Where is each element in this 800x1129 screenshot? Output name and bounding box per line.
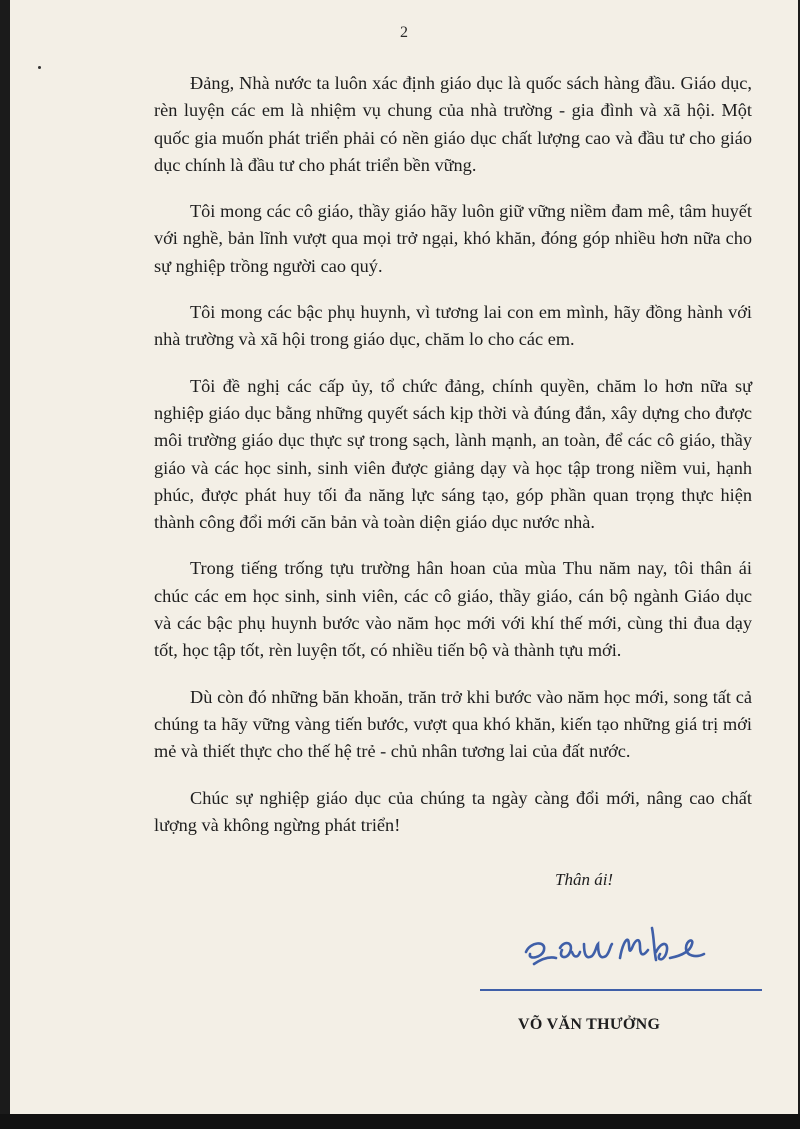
scan-border: [0, 1114, 800, 1129]
page-number: 2: [400, 24, 408, 41]
closing-salutation: Thân ái!: [555, 870, 614, 889]
paragraph: Tôi mong các cô giáo, thầy giáo hãy luôn giữ vững niềm đam mê, tâm huyết với nghề, bản lĩnh vượt qua mọi trở ngại, khó khăn, đóng góp nhiều hơn nữa cho sự nghiệp trồng người cao quý.: [154, 201, 752, 276]
paragraph: Đảng, Nhà nước ta luôn xác định giáo dục là quốc sách hàng đầu. Giáo dục, rèn luyện các em là nhiệm vụ chung của nhà trường - gia đình và xã hội. Một quốc gia muốn phát triển phải có nền giáo dục chất lượng cao và đầu tư cho giáo dục chính là đầu tư cho phát triển bền vững.: [154, 73, 752, 175]
paragraph: Trong tiếng trống tựu trường hân hoan của mùa Thu năm nay, tôi thân ái chúc các em học sinh, sinh viên, các cô giáo, thầy giáo, cán bộ ngành Giáo dục và các bậc phụ huynh bước vào năm học mới với khí thế mới, cùng thi đua dạy tốt, học tập tốt, rèn luyện tốt, có nhiều tiến bộ và thành tựu mới.: [154, 558, 752, 661]
handwritten-signature: [520, 918, 740, 978]
paragraph: Tôi mong các bậc phụ huynh, vì tương lai con em mình, hãy đồng hành với nhà trường và xã hội trong giáo dục, chăm lo cho các em.: [154, 302, 752, 350]
signer-name: VÕ VĂN THƯỞNG: [518, 1016, 661, 1033]
letter-body: [154, 70, 752, 858]
paragraph: Dù còn đó những băn khoăn, trăn trở khi bước vào năm học mới, song tất cả chúng ta hãy vững vàng tiến bước, vượt qua khó khăn, kiến tạo những giá trị mới mẻ và thiết thực cho thế hệ trẻ - chủ nhân tương lai của đất nước.: [154, 686, 752, 762]
paragraph: Chúc sự nghiệp giáo dục của chúng ta ngày càng đổi mới, nâng cao chất lượng và không ngừng phát triển!: [154, 787, 752, 835]
paragraph: Tôi đề nghị các cấp ủy, tổ chức đảng, chính quyền, chăm lo hơn nữa sự nghiệp giáo dục bằng những quyết sách kịp thời và đúng đắn, xây dựng cho được môi trường giáo dục thực sự trong sạch, lành mạnh, an toàn, để các cô giáo, thầy giáo và các học sinh, sinh viên được giảng dạy và học tập trong niềm vui, hạnh phúc, được phát huy tối đa năng lực sáng tạo, góp phần quan trọng thực hiện thành công đổi mới căn bản và toàn diện giáo dục nước nhà.: [154, 375, 752, 533]
scan-speck: [38, 66, 41, 69]
signature-line: [480, 989, 762, 991]
letter-page: [10, 0, 798, 1114]
